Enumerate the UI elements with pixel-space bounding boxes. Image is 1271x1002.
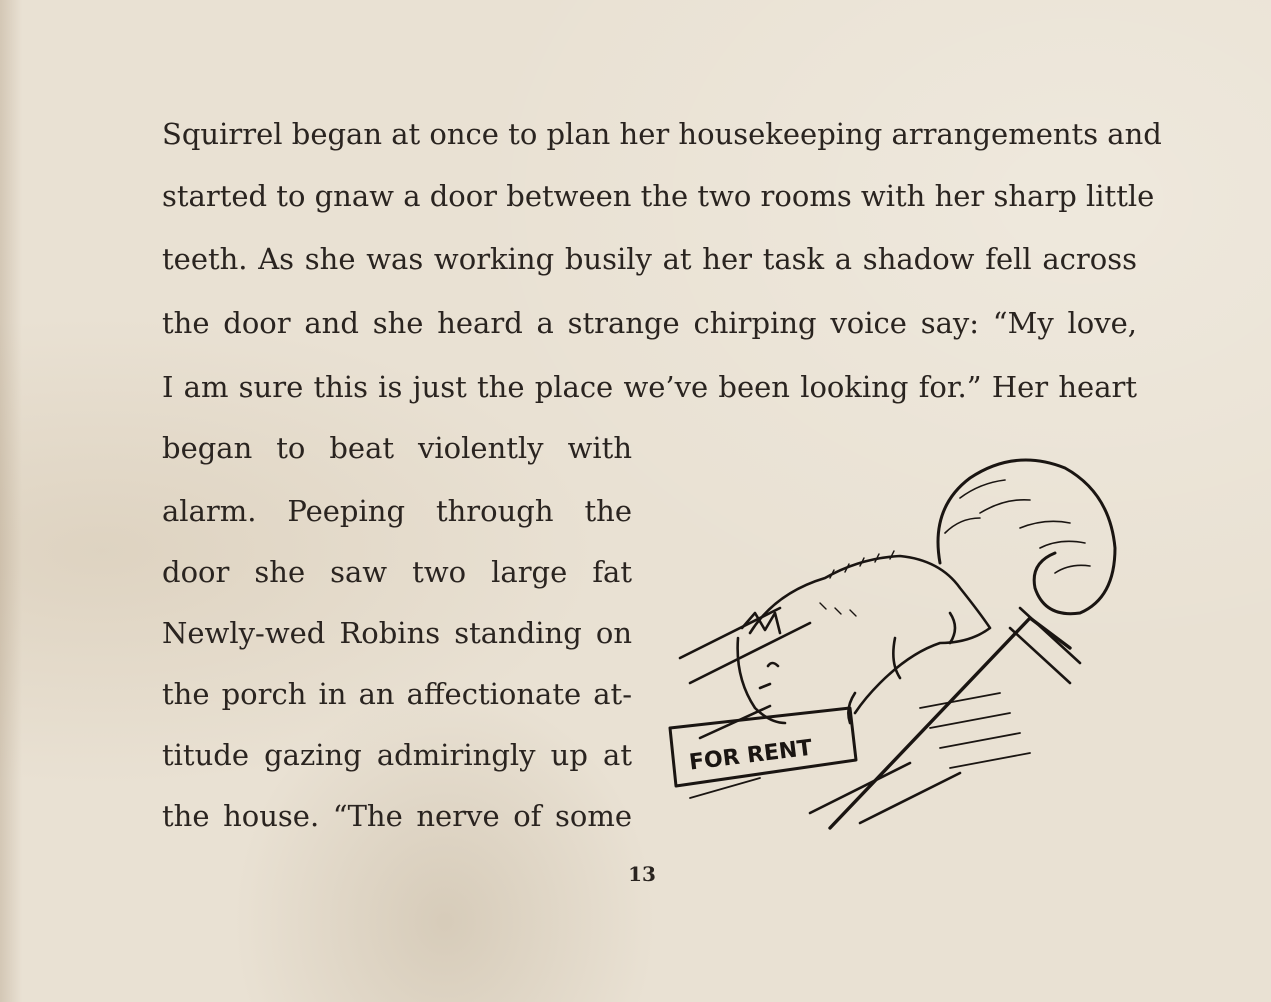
text-line-8: door she saw two large fat — [162, 555, 632, 589]
body-fur-strokes — [820, 551, 894, 616]
text-line-11: titude gazing admiringly up at — [162, 738, 632, 772]
for-rent-sign-text: FOR RENT — [687, 735, 814, 776]
text-line-9: Newly-wed Robins standing on — [162, 616, 632, 650]
roof-gable — [1010, 608, 1080, 683]
page-edge-shadow — [0, 0, 22, 1002]
text-line-10: the porch in an affectionate at- — [162, 677, 632, 711]
page-number: 13 — [628, 862, 656, 886]
roof-shingle-lines — [680, 608, 960, 823]
squirrel-on-roof-drawing — [660, 438, 1120, 838]
text-line-2: started to gnaw a door between the two rooms with her sharp little — [162, 179, 1155, 213]
text-line-12: the house. “The nerve of some — [162, 799, 632, 833]
squirrel-legs — [848, 613, 955, 723]
squirrel-illustration — [660, 438, 1120, 838]
squirrel-face — [760, 663, 778, 688]
text-line-5: I am sure this is just the place we’ve been looking for.” Her heart — [162, 370, 1137, 404]
text-line-7: alarm. Peeping through the — [162, 494, 632, 528]
text-line-6: began to beat violently with — [162, 431, 632, 465]
squirrel-tail — [938, 460, 1115, 614]
text-line-3: teeth. As she was working busily at her task a shadow fell across — [162, 242, 1137, 276]
text-line-4: the door and she heard a strange chirping voice say: “My love, — [162, 306, 1137, 340]
roof-slats — [920, 693, 1030, 768]
text-line-1: Squirrel began at once to plan her housekeeping arrangements and — [162, 117, 1162, 151]
tail-fur-strokes — [945, 480, 1090, 573]
squirrel-ears — [742, 613, 780, 633]
